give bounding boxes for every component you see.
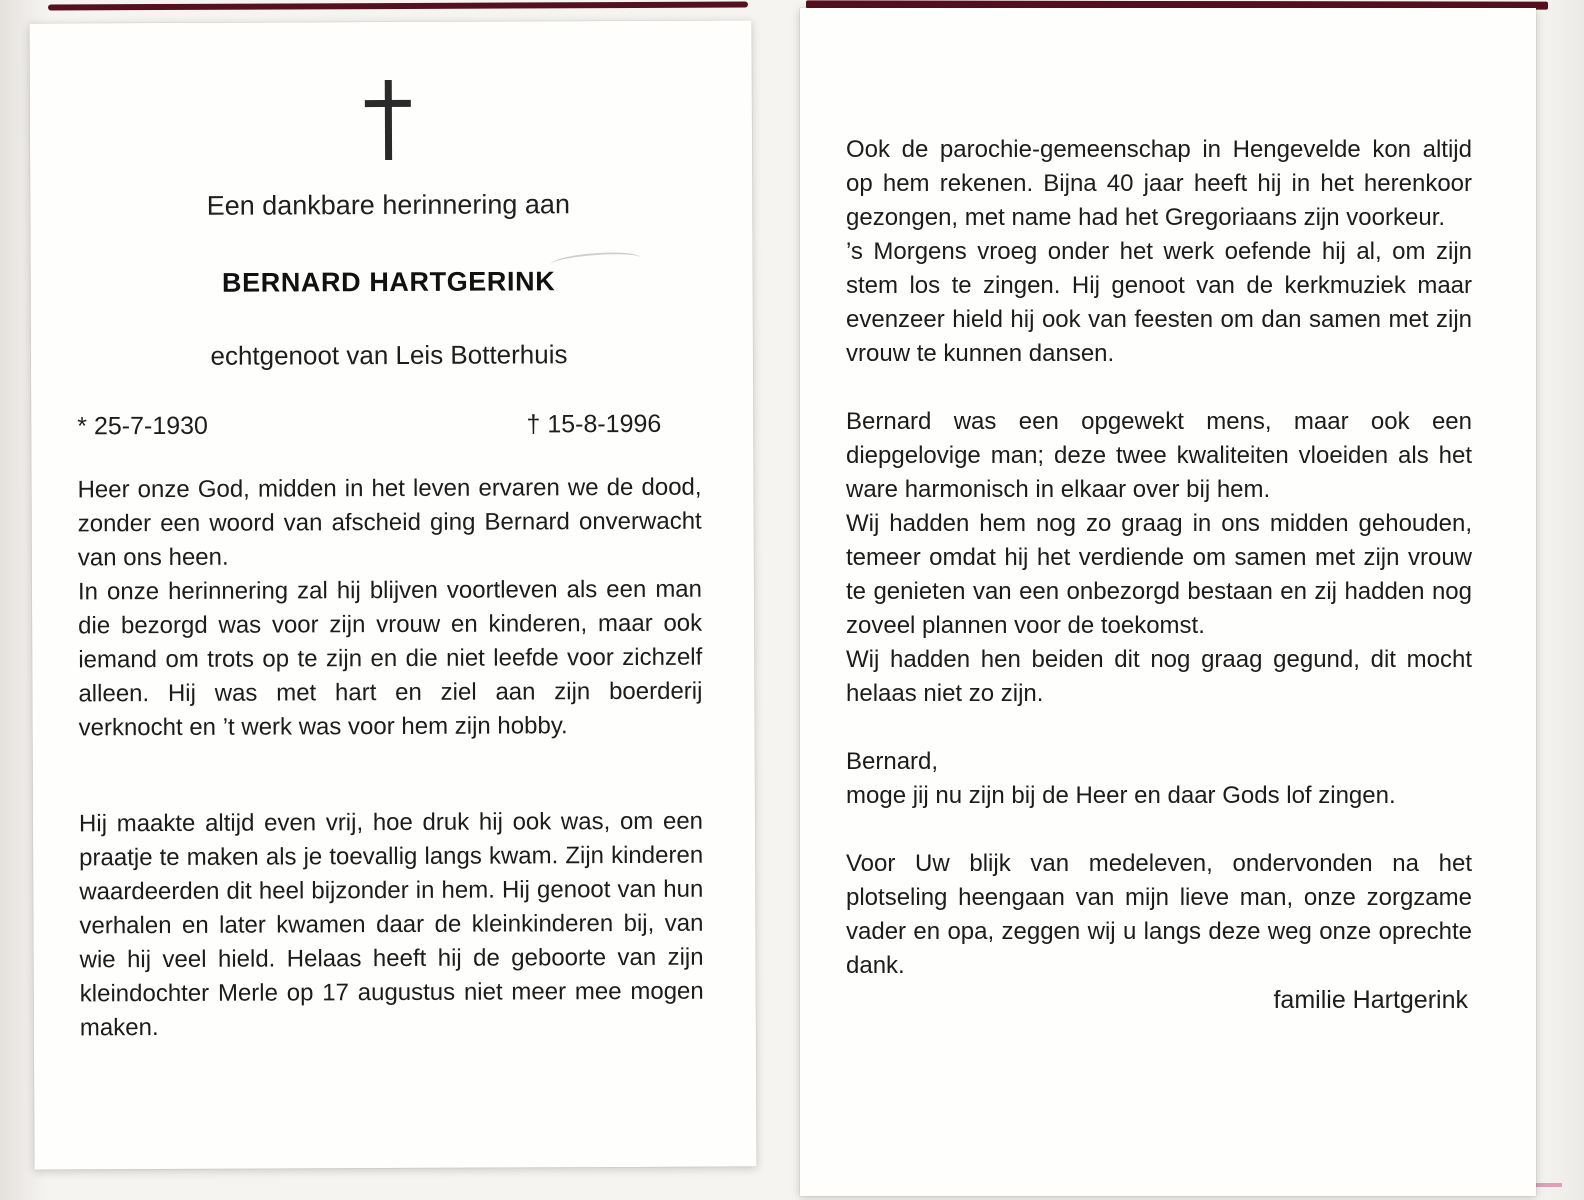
birth-date: * 25-7-1930 (77, 411, 208, 441)
death-date: † 15-8-1996 (526, 409, 662, 439)
cross-icon (365, 80, 411, 160)
spouse-line: echtgenoot van Leis Botterhuis (210, 339, 568, 371)
right-paragraph-5: Wij hadden hen beiden dit nog graag gegund, dit mocht helaas niet zo zijn. (846, 646, 1472, 707)
right-paragraph-8-thanks: Voor Uw blijk van medeleven, ondervonden na het plotseling heengaan van mijn lieve man, onze zorgzame vader en opa, zeggen wij u langs deze weg onze oprechte dank. (846, 850, 1472, 979)
right-paragraph-6-salutation: Bernard, (846, 748, 939, 775)
left-paragraph-2: In onze herinnering zal hij blijven voortleven als een man die bezorgd was voor zijn vrouw en kinderen, maar ook iemand om trots op te zijn en die niet leefde voor zichzelf alleen. Hij was met hart en ziel aan zijn boerderij verknocht en ’t werk was voor hem zijn hobby. (77, 575, 703, 742)
cross-horizontal-bar (365, 100, 411, 107)
memorial-card-left-page (30, 20, 757, 1169)
right-paragraph-2: ’s Morgens vroeg onder het werk oefende hij al, om zijn stem los te zingen. Hij genoot van de kerkmuziek maar evenzeer hield hij ook van feesten om dan samen met zijn vrouw te kunnen dansen. (846, 238, 1472, 367)
remembrance-intro-line: Een dankbare herinnering aan (206, 189, 571, 221)
right-paragraph-7-blessing: moge jij nu zijn bij de Heer en daar Gods lof zingen. (846, 782, 1396, 809)
cross-vertical-bar (384, 80, 391, 160)
dates-row (77, 410, 701, 442)
left-paragraph-3: Hij maakte altijd even vrij, hoe druk hij ook was, om een praatje te maken als je toevallig langs kwam. Zijn kinderen waardeerden dit heel bijzonder in hem. Hij genoot van hun verhalen en later kwamen daar de kleinkinderen bij, van wie hij veel hield. Helaas heeft hij de geboorte van zijn kleindochter Merle op 17 augustus niet meer mee mogen maken. (78, 807, 704, 1042)
right-paragraph-3: Bernard was een opgewekt mens, maar ook een diepgelovige man; deze twee kwaliteiten vloeiden als het ware harmonisch in elkaar over bij hem. (846, 408, 1472, 503)
deceased-name: BERNARD HARTGERINK (221, 266, 556, 298)
scan-artifact-line-top-left (48, 1, 748, 10)
right-paragraph-1: Ook de parochie-gemeenschap in Hengevelde kon altijd op hem rekenen. Bijna 40 jaar heeft hij in het herenkoor gezongen, met name had het Gregoriaans zijn voorkeur. (846, 136, 1472, 231)
memorial-card-right-page (800, 8, 1536, 1196)
left-paragraph-1: Heer onze God, midden in het leven ervaren we de dood, zonder een woord van afscheid ging Bernard onverwacht van ons heen. (77, 473, 702, 572)
family-signature: familie Hartgerink (1273, 986, 1468, 1014)
right-paragraph-4: Wij hadden hem nog zo graag in ons midden gehouden, temeer omdat hij het verdiende om samen met zijn vrouw te genieten van een onbezorgd bestaan en zij hadden nog zoveel plannen voor de toekomst. (846, 510, 1472, 639)
